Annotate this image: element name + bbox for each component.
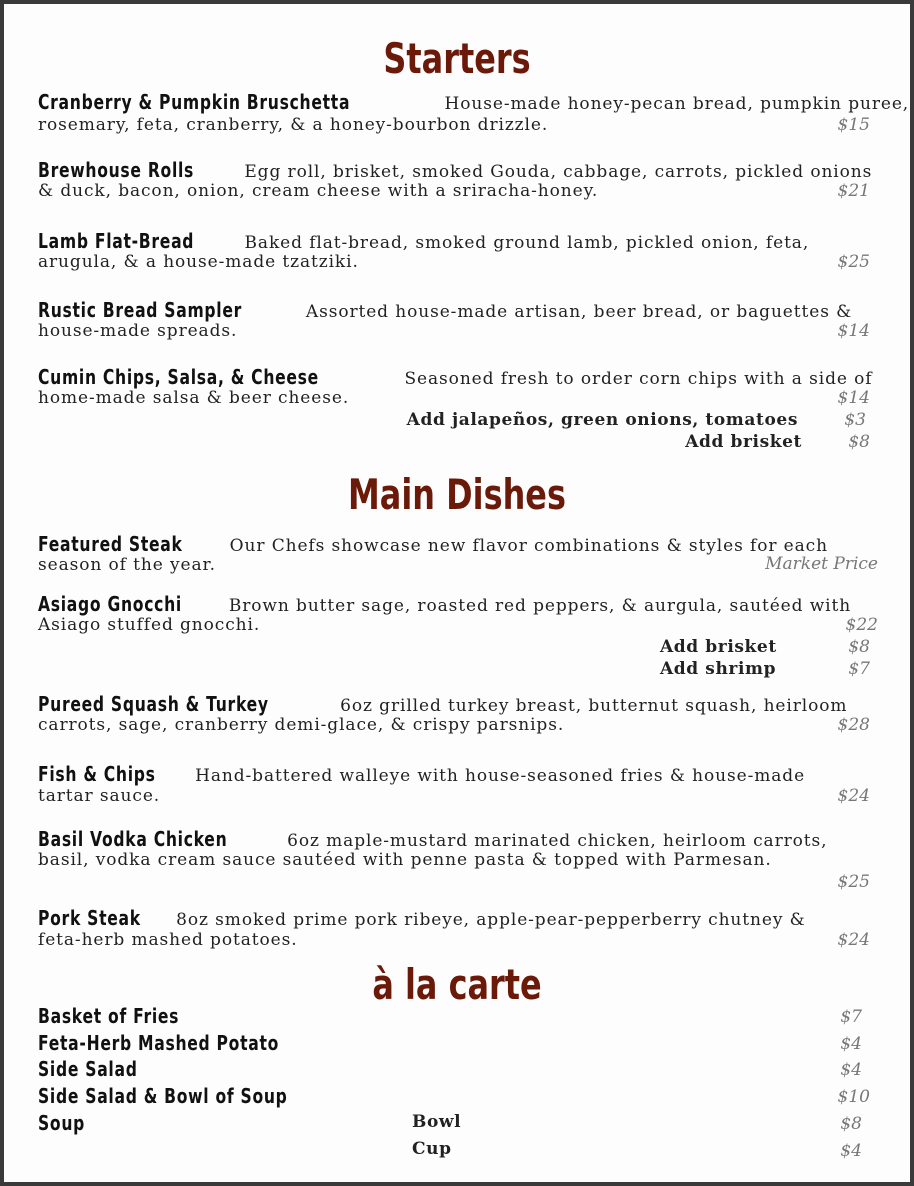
menu-item-name: Rustic Bread Sampler [38, 298, 243, 322]
alacarte-item [38, 1004, 219, 1028]
addon-price: $8 [848, 637, 870, 657]
section-heading-starters: Starters [383, 34, 531, 83]
menu-item-line [38, 762, 805, 786]
alacarte-item-name: Side Salad & Bowl of Soup [38, 1084, 288, 1108]
alacarte-item-price: $7 [840, 1007, 862, 1027]
menu-item-description: house-made spreads. [38, 321, 238, 341]
alacarte-item-name: Soup [38, 1111, 86, 1135]
menu-item-price: $21 [837, 181, 870, 201]
menu-item-name: Featured Steak [38, 532, 183, 556]
addon-label: Add jalapeños, green onions, tomatoes [406, 410, 798, 430]
menu-item-name: Pork Steak [38, 906, 141, 930]
addon-label: Add brisket [685, 432, 802, 452]
menu-item-line [38, 827, 827, 851]
alacarte-item [38, 1111, 98, 1135]
menu-item-price: $25 [837, 872, 870, 892]
menu-item-description: home-made salsa & beer cheese. [38, 388, 350, 408]
addon-price: $7 [848, 659, 870, 679]
section-heading-main-dishes: Main Dishes [348, 470, 566, 519]
menu-item-description: Baked flat-bread, smoked ground lamb, pickled onion, feta, [244, 233, 810, 253]
menu-item-description: House-made honey-pecan bread, pumpkin puree, [444, 94, 910, 114]
menu-item-description: 6oz grilled turkey breast, butternut squash, heirloom [340, 696, 848, 716]
menu-item-description: carrots, sage, cranberry demi-glace, & crispy parsnips. [38, 715, 565, 735]
menu-item-name: Asiago Gnocchi [38, 592, 182, 616]
menu-item-line [38, 229, 809, 253]
menu-item-price: $14 [837, 321, 870, 341]
menu-item-description: feta-herb mashed potatoes. [38, 930, 298, 950]
menu-item-description: & duck, bacon, onion, cream cheese with a sriracha-honey. [38, 181, 599, 201]
alacarte-item-name: Side Salad [38, 1057, 138, 1081]
menu-item-description: Brown butter sage, roasted red peppers, & aurgula, sautéed with [228, 596, 852, 616]
menu-item-line [38, 298, 852, 322]
menu-item-description: Seasoned fresh to order corn chips with a side of [404, 369, 873, 389]
alacarte-item-price: $4 [840, 1060, 862, 1080]
menu-item-description: Our Chefs showcase new flavor combinations & styles for each [229, 536, 828, 556]
menu-item-price: $24 [837, 786, 870, 806]
menu-item-line [38, 692, 847, 716]
menu-item-price: Market Price [765, 554, 878, 574]
menu-item-line [38, 365, 872, 389]
menu-item-line [38, 592, 851, 616]
menu-item-price: $14 [837, 388, 870, 408]
soup-size-label: Cup [412, 1139, 452, 1159]
alacarte-item-price: $4 [840, 1034, 862, 1054]
menu-item-name: Basil Vodka Chicken [38, 827, 228, 851]
addon-label: Add brisket [660, 637, 777, 657]
menu-item-name: Cumin Chips, Salsa, & Cheese [38, 365, 319, 389]
menu-item-price: $24 [837, 930, 870, 950]
menu-item-name: Pureed Squash & Turkey [38, 692, 269, 716]
menu-item-description: Assorted house-made artisan, beer bread, or baguettes & [305, 302, 853, 322]
menu-item-description: Asiago stuffed gnocchi. [38, 615, 261, 635]
menu-item-description: season of the year. [38, 555, 216, 575]
section-heading-a-la-carte: à la carte [372, 960, 542, 1009]
menu-item-line [38, 158, 872, 182]
menu-item-description: Egg roll, brisket, smoked Gouda, cabbage, carrots, pickled onions [244, 162, 873, 182]
menu-item-line [38, 90, 909, 114]
menu-item-description: 6oz maple-mustard marinated chicken, heirloom carrots, [287, 831, 828, 851]
soup-size-price: $4 [840, 1141, 862, 1161]
menu-item-description: 8oz smoked prime pork ribeye, apple-pear-pepperberry chutney & [176, 910, 806, 930]
alacarte-item-name: Feta-Herb Mashed Potato [38, 1031, 280, 1055]
alacarte-item [38, 1057, 166, 1081]
menu-item-name: Fish & Chips [38, 762, 156, 786]
soup-size-label: Bowl [412, 1112, 462, 1132]
menu-item-line [38, 906, 806, 930]
menu-page [4, 4, 910, 1182]
alacarte-item [38, 1084, 358, 1108]
addon-price: $8 [848, 432, 870, 452]
addon-price: $3 [844, 410, 866, 430]
menu-item-price: $22 [845, 615, 878, 635]
menu-item-name: Cranberry & Pumpkin Bruschetta [38, 90, 351, 114]
menu-item-price: $25 [837, 252, 870, 272]
soup-size-price: $8 [840, 1114, 862, 1134]
menu-item-price: $28 [837, 715, 870, 735]
menu-item-name: Brewhouse Rolls [38, 158, 195, 182]
menu-item-description: arugula, & a house-made tzatziki. [38, 252, 359, 272]
menu-item-description: tartar sauce. [38, 786, 161, 806]
alacarte-item-name: Basket of Fries [38, 1004, 180, 1028]
menu-item-name: Lamb Flat-Bread [38, 229, 195, 253]
menu-item-description: rosemary, feta, cranberry, & a honey-bourbon drizzle. [38, 115, 549, 135]
menu-item-description: Hand-battered walleye with house-seasoned fries & house-made [195, 766, 806, 786]
alacarte-item [38, 1031, 347, 1055]
alacarte-item-price: $10 [837, 1087, 870, 1107]
menu-item-description: basil, vodka cream sauce sautéed with penne pasta & topped with Parmesan. [38, 850, 772, 870]
addon-label: Add shrimp [660, 659, 777, 679]
menu-item-line [38, 532, 828, 556]
menu-item-price: $15 [837, 115, 870, 135]
